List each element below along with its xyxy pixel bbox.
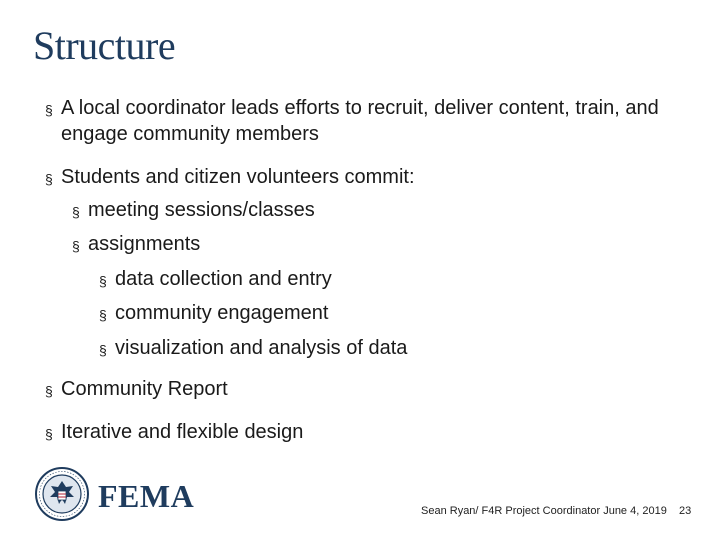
bullet-text: Community Report <box>61 378 228 400</box>
bullet-text: community engagement <box>115 302 329 324</box>
sub-sub-bullet-item <box>99 301 329 325</box>
sub-sub-bullet-item <box>99 336 408 360</box>
bullet-marker: § <box>45 102 53 118</box>
bullet-item <box>45 95 701 147</box>
bullet-text: visualization and analysis of data <box>115 337 408 359</box>
slide-footer: Sean Ryan/ F4R Project Coordinator June 4, 2019 <box>421 505 667 517</box>
sub-bullet-item <box>72 232 201 256</box>
bullet-text: data collection and entry <box>115 268 332 290</box>
bullet-text: meeting sessions/classes <box>88 199 315 221</box>
bullet-text: Iterative and flexible design <box>61 421 304 443</box>
sub-bullet-item <box>72 198 315 222</box>
slide-title: Structure <box>33 23 176 68</box>
bullet-marker: § <box>45 383 53 399</box>
bullet-marker: § <box>99 273 107 289</box>
bullet-marker: § <box>45 171 53 187</box>
dhs-seal-icon <box>35 467 89 521</box>
bullet-marker: § <box>72 204 80 220</box>
page-number: 23 <box>679 505 692 517</box>
sub-sub-bullet-item <box>99 267 332 291</box>
bullet-marker: § <box>99 342 107 358</box>
bullet-item <box>45 420 304 444</box>
bullet-text: assignments <box>88 233 201 255</box>
fema-logo: FEMA <box>98 478 195 514</box>
bullet-marker: § <box>99 307 107 323</box>
bullet-text: Students and citizen volunteers commit: <box>61 166 415 188</box>
bullet-item <box>45 165 415 189</box>
bullet-marker: § <box>45 426 53 442</box>
bullet-item <box>45 377 228 401</box>
bullet-marker: § <box>72 238 80 254</box>
bullet-text: A local coordinator leads efforts to recruit, deliver content, train, and engage community members <box>61 97 659 145</box>
